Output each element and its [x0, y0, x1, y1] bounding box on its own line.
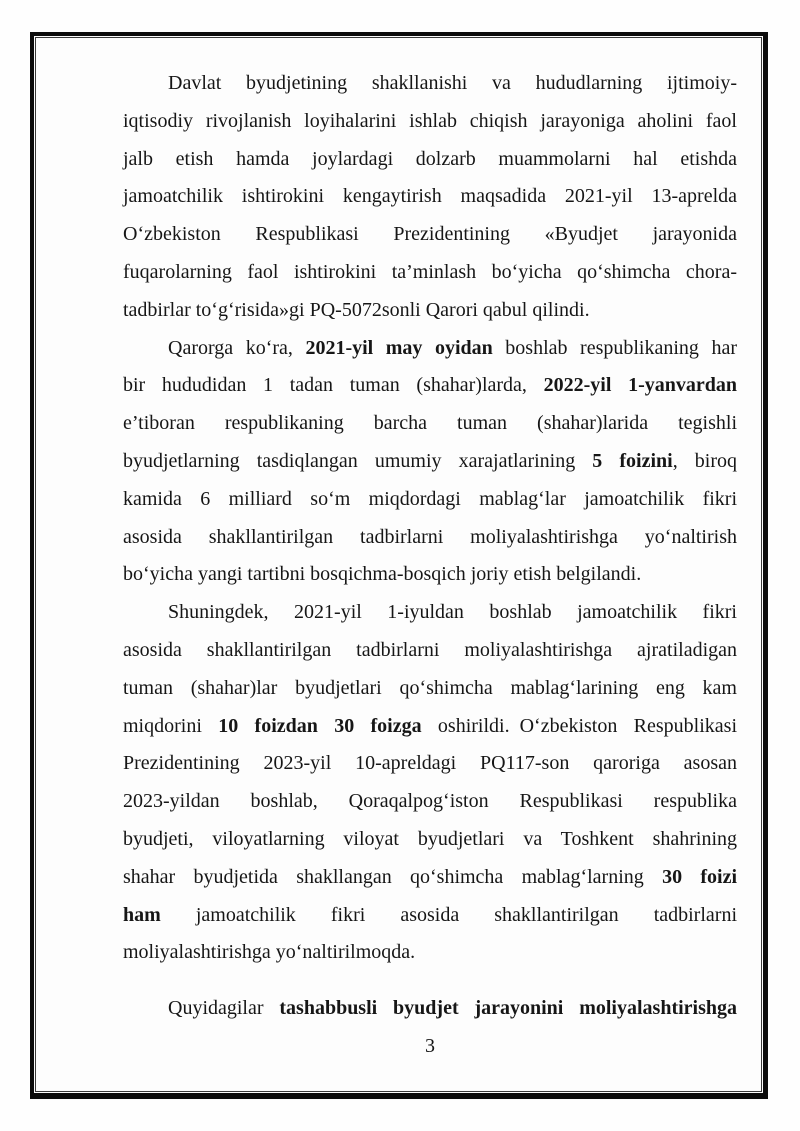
bold-text-run: 30 foizi — [662, 865, 737, 888]
text-run: Qarorga ko‘ra, — [168, 336, 306, 359]
text-line — [123, 443, 737, 481]
page-number: 3 — [425, 1034, 435, 1057]
text-run: jamoatchilik ishtirokini kengaytirish maqsadida 2021-yil 13-aprelda — [123, 185, 737, 208]
text-line — [123, 859, 737, 897]
text-line — [123, 594, 737, 632]
text-line — [123, 821, 737, 859]
text-line — [123, 897, 737, 935]
text-line — [123, 178, 737, 216]
text-run: byudjeti, viloyatlarning viloyat byudjetlari va Toshkent shahrining — [123, 827, 737, 850]
text-line — [123, 367, 737, 405]
paragraph — [123, 594, 737, 972]
text-run: tuman (shahar)lar byudjetlari qo‘shimcha mablag‘larining eng kam — [123, 676, 737, 699]
text-run: fuqarolarning faol ishtirokini ta’minlash bo‘yicha qo‘shimcha chora- — [123, 260, 737, 283]
text-line — [123, 934, 737, 972]
text-line — [123, 65, 737, 103]
text-run: kamida 6 milliard so‘m miqdordagi mablag‘lar jamoatchilik fikri — [123, 487, 737, 510]
text-run: byudjetlarning tasdiqlangan umumiy xarajatlarining — [123, 449, 593, 472]
text-run: 2023-yildan boshlab, Qoraqalpog‘iston Respublikasi respublika — [123, 790, 737, 813]
text-run: jalb etish hamda joylardagi dolzarb muammolarni hal etishda — [123, 147, 737, 170]
text-line — [123, 292, 737, 330]
document-body — [123, 65, 737, 1028]
paragraph — [123, 330, 737, 595]
text-run: O‘zbekiston Respublikasi Prezidentining «Byudjet jarayonida — [123, 223, 737, 246]
text-line — [123, 216, 737, 254]
text-run: bir hududidan 1 tadan tuman (shahar)larda, — [123, 374, 544, 397]
text-run: asosida shakllantirilgan tadbirlarni moliyalashtirishga ajratiladigan — [123, 638, 737, 661]
text-run: boshlab respublikaning har — [492, 336, 737, 359]
paragraph — [123, 65, 737, 330]
text-run: iqtisodiy rivojlanish loyihalarini ishlab chiqish jarayoniga aholini faol — [123, 109, 737, 132]
text-line — [123, 330, 737, 368]
page-border-frame — [30, 32, 768, 1099]
text-run: Shuningdek, 2021-yil 1-iyuldan boshlab jamoatchilik fikri — [168, 601, 737, 624]
text-run: jamoatchilik fikri asosida shakllantirilgan tadbirlarni — [160, 903, 737, 926]
text-line — [123, 519, 737, 557]
bold-text-run: 10 foizdan 30 foizga — [218, 714, 422, 737]
bold-text-run: 2022-yil 1-yanvardan — [543, 374, 737, 397]
text-line — [123, 632, 737, 670]
text-line — [123, 708, 737, 746]
text-run: tadbirlar to‘g‘risida»gi PQ-5072sonli Qarori qabul qilindi. — [123, 298, 590, 321]
text-run: miqdorini — [123, 714, 219, 737]
text-line — [123, 481, 737, 519]
text-line — [123, 783, 737, 821]
text-line — [123, 103, 737, 141]
text-run: Quyidagilar — [168, 997, 280, 1020]
text-run: , biroq — [672, 449, 737, 472]
text-run: shahar byudjetida shakllangan qo‘shimcha mablag‘larning — [123, 865, 663, 888]
text-run: bo‘yicha yangi tartibni bosqichma-bosqich joriy etish belgilandi. — [123, 563, 642, 586]
text-line — [123, 405, 737, 443]
text-run: asosida shakllantirilgan tadbirlarni moliyalashtirishga yo‘naltirish — [123, 525, 737, 548]
text-run: Davlat byudjetining shakllanishi va hududlarning ijtimoiy- — [168, 72, 737, 94]
text-run: Prezidentining 2023-yil 10-apreldagi PQ117-son qaroriga asosan — [123, 752, 737, 775]
text-line — [123, 141, 737, 179]
text-run: e’tiboran respublikaning barcha tuman (shahar)larida tegishli — [123, 412, 737, 435]
bold-text-run: ham — [123, 903, 161, 926]
text-run: moliyalashtirishga yo‘naltirilmoqda. — [123, 941, 416, 964]
text-run: oshirildi. O‘zbekiston Respublikasi — [421, 714, 737, 737]
bold-text-run: 5 foizini — [592, 449, 673, 472]
text-line — [123, 990, 737, 1028]
text-line — [123, 556, 737, 594]
text-line — [123, 254, 737, 292]
page-content — [36, 38, 761, 1091]
bold-text-run: tashabbusli byudjet jarayonini moliyalashtirishga — [279, 997, 737, 1020]
bold-text-run: 2021-yil may oyidan — [305, 336, 493, 359]
paragraph — [123, 990, 737, 1028]
page-inner-border — [35, 37, 762, 1092]
text-line — [123, 670, 737, 708]
text-line — [123, 745, 737, 783]
